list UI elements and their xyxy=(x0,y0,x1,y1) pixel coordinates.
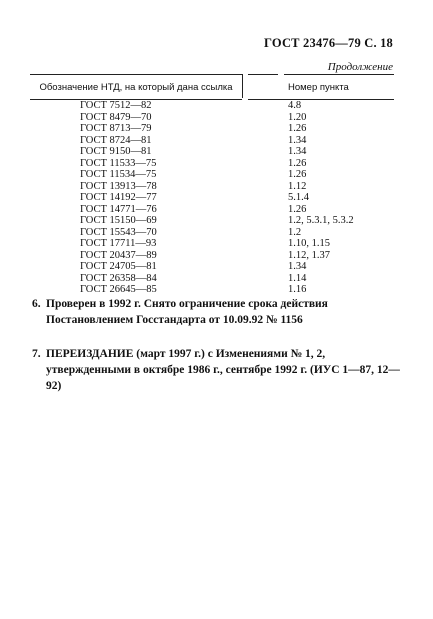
table-row xyxy=(0,284,433,296)
table-row xyxy=(0,146,433,158)
document-cell: ГОСТ 26645—85 xyxy=(80,284,157,295)
clause-cell: 1.34 xyxy=(288,134,307,146)
clause-cell: 1.2 xyxy=(288,226,302,238)
note-number: 7. xyxy=(32,348,41,360)
clause-cell: 1.26 xyxy=(288,169,307,180)
table-row xyxy=(0,227,433,239)
clause-cell: 5.1.4 xyxy=(288,192,309,203)
continuation-label: Продолжение xyxy=(327,61,393,73)
table-row xyxy=(0,238,433,250)
notes-section xyxy=(32,296,402,412)
clause-cell: 1.12, 1.37 xyxy=(288,249,330,261)
document-cell: ГОСТ 15543—70 xyxy=(80,226,157,238)
table-row xyxy=(0,192,433,204)
document-cell: ГОСТ 17711—93 xyxy=(80,238,157,249)
clause-cell: 1.2, 5.3.1, 5.3.2 xyxy=(288,215,354,226)
document-cell: ГОСТ 8724—81 xyxy=(80,134,152,146)
clause-cell: 1.26 xyxy=(288,157,307,169)
table-top-rule-left xyxy=(30,74,242,75)
clause-cell: 1.26 xyxy=(288,123,307,134)
table-row xyxy=(0,181,433,193)
clause-cell: 1.34 xyxy=(288,146,307,157)
note-item xyxy=(32,296,402,328)
table-row xyxy=(0,250,433,262)
document-cell: ГОСТ 14192—77 xyxy=(80,192,157,203)
document-cell: ГОСТ 9150—81 xyxy=(80,146,152,157)
reference-table-body xyxy=(0,100,433,296)
document-cell: ГОСТ 26358—84 xyxy=(80,272,157,284)
table-row xyxy=(0,123,433,135)
clause-cell: 1.34 xyxy=(288,261,307,272)
table-row xyxy=(0,273,433,285)
document-cell: ГОСТ 8713—79 xyxy=(80,123,152,134)
document-cell: ГОСТ 7512—82 xyxy=(80,100,152,111)
clause-cell: 1.10, 1.15 xyxy=(288,238,330,249)
note-item xyxy=(32,346,402,394)
page-header: ГОСТ 23476—79 С. 18 xyxy=(264,36,393,50)
clause-cell: 1.20 xyxy=(288,111,307,123)
clause-cell: 4.8 xyxy=(288,100,302,111)
note-number: 6. xyxy=(32,298,41,310)
note-text: ПЕРЕИЗДАНИЕ (март 1997 г.) с Изменениями № 1, 2, утвержденными в октябре 1986 г., сентябре 1992 г. (ИУС 1—87, 12—92) xyxy=(46,348,400,392)
table-row xyxy=(0,204,433,216)
document-cell: ГОСТ 11534—75 xyxy=(80,169,157,180)
column-header-clause: Номер пункта xyxy=(288,82,349,93)
table-row xyxy=(0,169,433,181)
note-text: Проверен в 1992 г. Снято ограничение срока действия Постановлением Госстандарта от 10.09.92 № 1156 xyxy=(46,298,328,326)
table-top-rule-mid xyxy=(248,74,278,75)
table-row xyxy=(0,215,433,227)
clause-cell: 1.12 xyxy=(288,180,307,192)
document-cell: ГОСТ 15150—69 xyxy=(80,215,157,226)
document-cell: ГОСТ 24705—81 xyxy=(80,261,157,272)
table-row xyxy=(0,158,433,170)
document-cell: ГОСТ 13913—78 xyxy=(80,180,157,192)
document-cell: ГОСТ 11533—75 xyxy=(80,157,157,169)
clause-cell: 1.16 xyxy=(288,284,307,295)
table-top-rule-right xyxy=(284,74,394,75)
table-row xyxy=(0,112,433,124)
document-cell: ГОСТ 14771—76 xyxy=(80,203,157,215)
column-header-document: Обозначение НТД, на который дана ссылка xyxy=(39,82,233,93)
document-cell: ГОСТ 8479—70 xyxy=(80,111,152,123)
table-row xyxy=(0,261,433,273)
table-row xyxy=(0,100,433,112)
clause-cell: 1.14 xyxy=(288,272,307,284)
document-cell: ГОСТ 20437—89 xyxy=(80,249,157,261)
table-row xyxy=(0,135,433,147)
column-divider xyxy=(242,74,243,98)
clause-cell: 1.26 xyxy=(288,203,307,215)
